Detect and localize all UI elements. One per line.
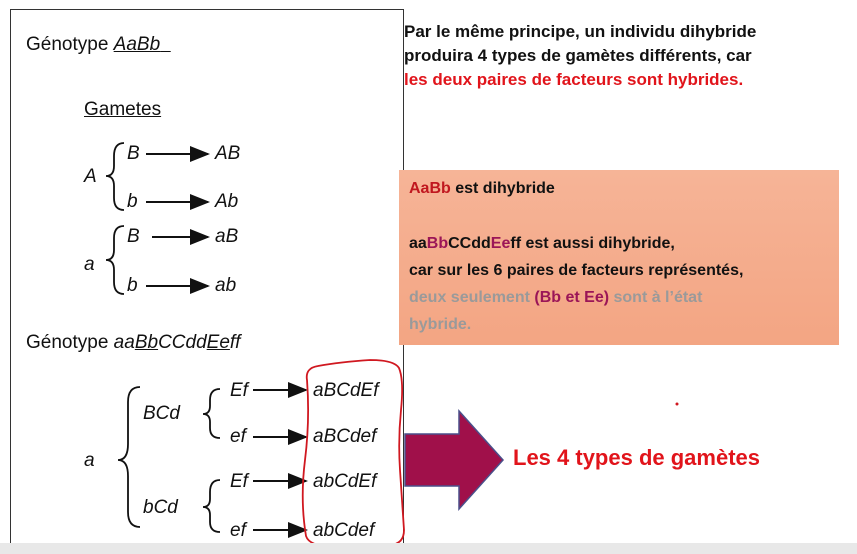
note-line-4: deux seulement (Bb et Ee) sont à l’état <box>409 289 703 306</box>
genotype2-title: Génotype aaBbCCddEeff <box>26 332 241 353</box>
genotype-BCd: BCd <box>143 403 180 424</box>
gametes-header: Gametes <box>84 99 162 120</box>
gamete-abCdEf: abCdEf <box>313 471 377 492</box>
allele-a: a <box>84 254 95 275</box>
allele-b-2: b <box>127 275 138 296</box>
stray-dot <box>676 403 679 406</box>
genotype-bCd: bCd <box>143 497 178 518</box>
bottom-strip <box>0 543 857 554</box>
gamete-aB: aB <box>215 226 239 247</box>
gamete-abCdef: abCdef <box>313 520 375 541</box>
note-line-1: AaBb est dihybride <box>409 180 555 197</box>
gamete-aBCdef: aBCdef <box>313 426 377 447</box>
allele-B-1: B <box>127 143 140 164</box>
allele-ef-2: ef <box>230 520 246 541</box>
allele-A: A <box>84 166 97 187</box>
allele-a-2: a <box>84 450 95 471</box>
dihybrid-note-box <box>399 170 839 345</box>
big-arrow <box>405 411 503 509</box>
note-line-2: aaBbCCddEeff est aussi dihybride, <box>409 235 675 252</box>
allele-B-2: B <box>127 226 140 247</box>
allele-Ef-1: Ef <box>230 380 248 401</box>
explanation-text: Par le même principe, un individu dihybride produira 4 types de gamètes différents, car les deux paires de facteurs sont hybrides. <box>404 22 757 89</box>
gamete-aBCdEf: aBCdEf <box>313 380 379 401</box>
gamete-ab: ab <box>215 275 237 296</box>
allele-b-1: b <box>127 191 138 212</box>
allele-ef-1: ef <box>230 426 246 447</box>
genotype-figure-panel <box>10 9 404 545</box>
gamete-types-label: Les 4 types de gamètes <box>513 445 761 470</box>
gamete-AB: AB <box>215 143 241 164</box>
note-line-3: car sur les 6 paires de facteurs représentés, <box>409 262 744 279</box>
allele-Ef-2: Ef <box>230 471 248 492</box>
gamete-Ab: Ab <box>215 191 239 212</box>
genotype1-title: Génotype AaBb <box>26 34 161 55</box>
note-line-5: hybride. <box>409 316 472 333</box>
